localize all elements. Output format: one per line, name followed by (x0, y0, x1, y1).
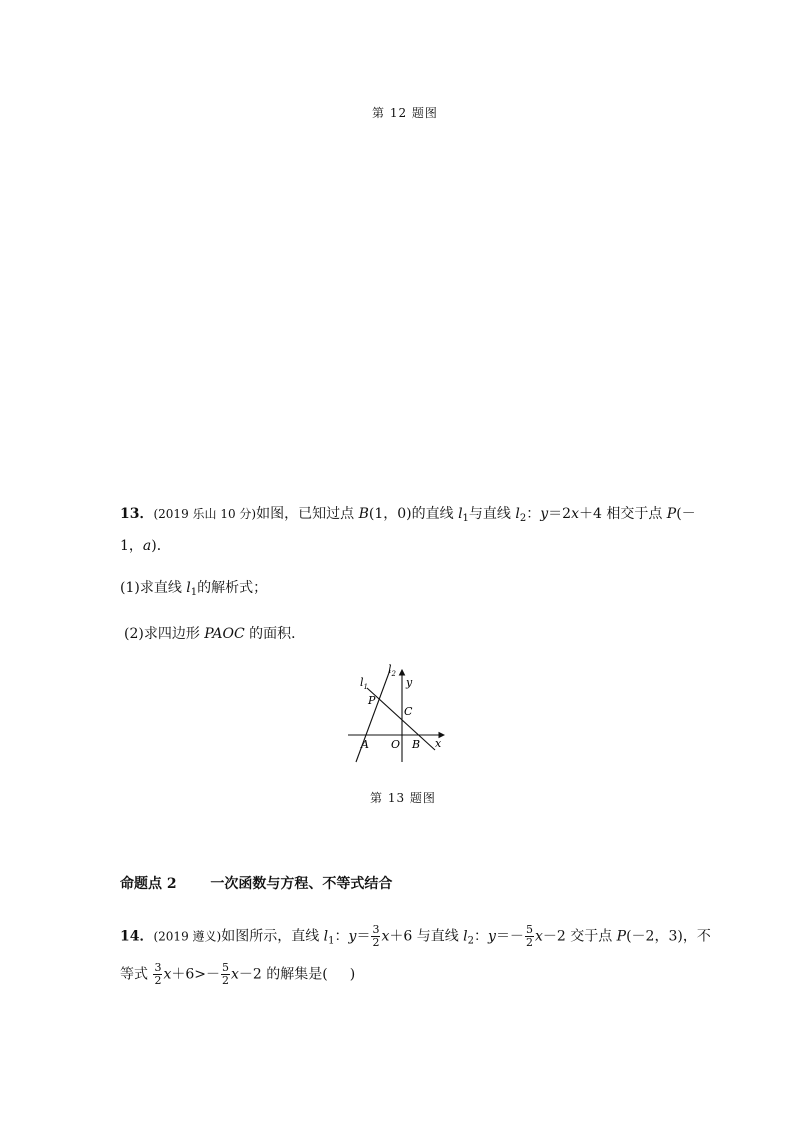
label-y: y (406, 676, 413, 689)
fraction-5-2: $\frac{5}{2}$ (222, 961, 229, 987)
question-source: (2019 乐山 10 分) (153, 507, 257, 521)
section-title: 命题点 2 (120, 876, 177, 892)
question-13-line-1: 13．(2019 乐山 10 分)如图，已知过点 B(1，0)的直线 $l_1$与直线 $l_2$：y＝2x＋4 相交于点 P(－ (120, 506, 696, 524)
label-l2: $l_2$ (388, 663, 396, 678)
label-x: x (435, 737, 442, 750)
fraction-5-2: $\frac{5}{2}$ (525, 923, 533, 949)
figure-13-diagram (340, 660, 450, 765)
question-number: 13 (120, 506, 140, 522)
figure-12-caption: 第 12 题图 (372, 106, 438, 120)
label-B: B (412, 738, 421, 751)
question-13-line-2: 1，a)． (120, 538, 171, 554)
label-C: C (404, 705, 413, 718)
label-O: O (391, 738, 401, 751)
label-l1: $l_1$ (360, 676, 368, 691)
figure-13-caption: 第 13 题图 (370, 791, 436, 805)
section-header (120, 874, 392, 894)
question-13-part-2: (2)求四边形 PAOC 的面积． (124, 626, 306, 642)
question-14-line-1: 14．(2019 遵义)如图所示，直线 $l_1$：y＝ $\frac{3}{2}$ x＋6 与直线 $l_2$：y＝－ $\frac{5}{2}$ x－2 交于点 P(－2，3)，不 (120, 923, 711, 949)
question-source: (2019 遵义) (153, 929, 222, 944)
fraction-3-2: $\frac{3}{2}$ (372, 923, 380, 949)
section-subtitle: 一次函数与方程、不等式结合 (210, 876, 393, 892)
line-l1 (367, 688, 435, 750)
question-13-part-1: (1)求直线 $l_1$的解析式； (120, 580, 268, 598)
label-P: P (368, 694, 376, 707)
question-14-line-2: 等式 $\frac{3}{2}$ x＋6>－ $\frac{5}{2}$ x－2 的解集是( ) (120, 961, 356, 987)
question-number: 14 (120, 928, 140, 945)
fraction-3-2: $\frac{3}{2}$ (154, 961, 162, 987)
label-A: A (361, 738, 369, 751)
